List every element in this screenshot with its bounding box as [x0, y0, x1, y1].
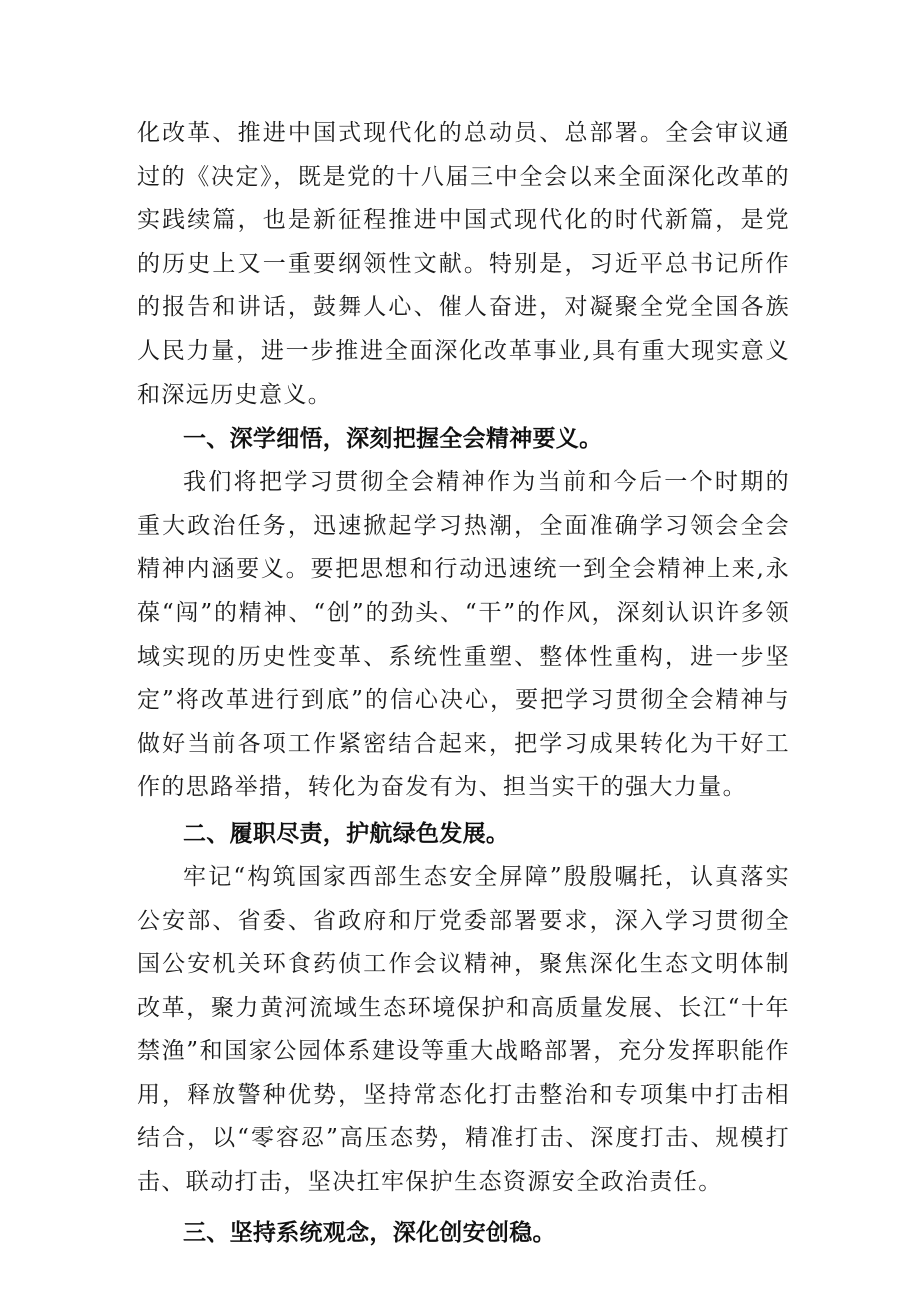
document-body	[137, 112, 790, 1255]
section-2-heading: 二、履职尽责，护航绿色发展。	[183, 820, 510, 847]
section-1-paragraph: 我们将把学习贯彻全会精神作为当前和今后一个时期的重大政治任务，迅速掀起学习热潮，全面准确学习领会全会精神内涵要义。要把思想和行动迅速统一到全会精神上来,永葆“闯”的精神、“创”的劲头、“干”的作风，深刻认识许多领域实现的历史性变革、系统性重塑、整体性重构，进一步坚定”将改革进行到底”的信心决心，要把学习贯彻全会精神与做好当前各项工作紧密结合起来，把学习成果转化为干好工作的思路举措，转化为奋发有为、担当实干的强大力量。	[137, 469, 790, 801]
section-2-paragraph: 牢记“构筑国家西部生态安全屏障”殷殷嘱托，认真落实公安部、省委、省政府和厅党委部署要求，深入学习贯彻全国公安机关环食药侦工作会议精神，聚焦深化生态文明体制改革，聚力黄河流域生态环境保护和高质量发展、长江“十年禁渔”和国家公园体系建设等重大战略部署，充分发挥职能作用，释放警种优势，坚持常态化打击整治和专项集中打击相结合，以“零容忍”高压态势，精准打击、深度打击、规模打击、联动打击，坚决扛牢保护生态资源安全政治责任。	[137, 863, 790, 1196]
section-1-heading: 一、深学细悟，深刻把握全会精神要义。	[183, 426, 603, 453]
section-3-heading: 三、坚持系统观念，深化创安创稳。	[183, 1219, 556, 1246]
intro-paragraph: 化改革、推进中国式现代化的总动员、总部署。全会审议通过的《决定》，既是党的十八届三中全会以来全面深化改革的实践续篇，也是新征程推进中国式现代化的时代新篇，是党的历史上又一重要纲领性文献。特别是，习近平总书记所作的报告和讲话，鼓舞人心、催人奋进，对凝聚全党全国各族人民力量，进一步推进全面深化改革事业,具有重大现实意义和深远历史意义。	[137, 120, 790, 408]
